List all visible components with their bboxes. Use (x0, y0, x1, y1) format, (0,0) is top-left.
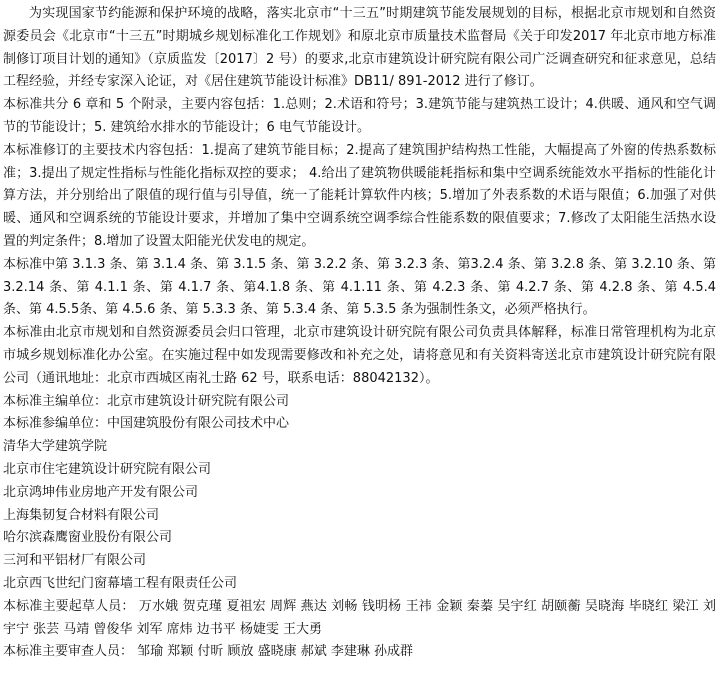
participating-unit: 三河和平铝材厂有限公司 (3, 553, 147, 569)
management-paragraph: 本标准由北京市规划和自然资源委员会归口管理，北京市建筑设计研究院有限公司负责具体解释，标准日常管理机构为北京市城乡规划标准化办公室。在实施过程中如发现需要修改和补充之处，请将意见和有关资料寄送北京市建筑设计研究院有限公司（通讯地址：北京市西城区南礼士路 62 号，联系电话：88042132）。 (3, 325, 716, 386)
mandatory-articles-paragraph: 本标准中第 3.1.3 条、第 3.1.4 条、第 3.1.5 条、第 3.2.2 条、第 3.2.3 条、第3.2.4 条、第 3.2.8 条、第 3.2.10 条、第 3.2.14 条、第 4.1.1 条、第 4.1.7 条、第4.1.8 条、第 4.1.11 条、第 4.2.3 条、第 4.2.7 条、第 4.2.8 条、第 4.5.4 条、第 4.5.5条、第 4.5.6 条、第 5.3.3 条、第 5.3.4 条、第 5.3.5 条为强制性条文，必须严格执行。 (3, 256, 716, 318)
participating-unit: 北京西飞世纪门窗幕墙工程有限责任公司 (3, 575, 238, 591)
participating-unit: 北京市住宅建筑设计研究院有限公司 (3, 461, 212, 477)
revisions-paragraph: 本标准修订的主要技术内容包括：1.提高了建筑节能目标；2.提高了建筑围护结构热工性能，大幅提高了外窗的传热系数标准；3.提出了规定性指标与性能化指标双控的要求； 4.给出了建筑物供暖能耗指标和集中空调系统能效水平指标的性能化计算方法，并分别给出了限值的现行值与引导值，统一了能耗计算软件内核；5.增加了外表系数的术语与限值；6.加强了对供暖、通风和空调系统的节能设计要求，并增加了集中空调系统空调季综合性能系数的限值要求；7.修改了太阳能生活热水设置的判定条件；8.增加了设置太阳能光伏发电的规定。 (3, 142, 716, 249)
drafters-list: 本标准主要起草人员： 万水娥 贺克瑾 夏祖宏 周辉 燕达 刘畅 钱明杨 王祎 金颖 秦蓁 吴宇红 胡颐蘅 吴晓海 毕晓红 梁江 刘宇宁 张芸 马靖 曾俊华 刘军 席炜 边书平 杨婕雯 王大勇 (3, 598, 716, 637)
intro-paragraph: 为实现国家节约能源和保护环境的战略，落实北京市“十三五”时期建筑节能发展规划的目标，根据北京市规划和自然资源委员会《北京市“十三五”时期城乡规划标准化工作规划》和原北京市质量技术监督局《关于印发2017 年北京市地方标准制修订项目计划的通知》（京质监发〔2017〕2 号）的要求,北京市建筑设计研究院有限公司广泛调查研究和征求意见，总结工程经验，并经专家深入论证，对《居住建筑节能设计标准》DB11/ 891-2012 进行了修订。 (3, 6, 716, 90)
participating-unit: 清华大学建筑学院 (3, 439, 108, 455)
participating-unit-heading: 本标准参编单位：中国建筑股份有限公司技术中心 (3, 416, 290, 432)
reviewers-list: 本标准主要审查人员： 邹瑜 郑颖 付昕 顾放 盛晓康 郝斌 李建琳 孙成群 (3, 644, 414, 660)
participating-unit: 北京鸿坤伟业房地产开发有限公司 (3, 484, 199, 500)
contents-paragraph: 本标准共分 6 章和 5 个附录，主要内容包括：1.总则；2.术语和符号；3.建筑节能与建筑热工设计；4.供暖、通风和空气调节的节能设计；5. 建筑给水排水的节能设计；6 电气节能设计。 (3, 97, 716, 135)
participating-unit: 上海集韧复合材料有限公司 (3, 507, 160, 523)
chief-editor-unit: 本标准主编单位：北京市建筑设计研究院有限公司 (3, 393, 290, 409)
participating-unit: 哈尔滨森鹰窗业股份有限公司 (3, 530, 173, 546)
